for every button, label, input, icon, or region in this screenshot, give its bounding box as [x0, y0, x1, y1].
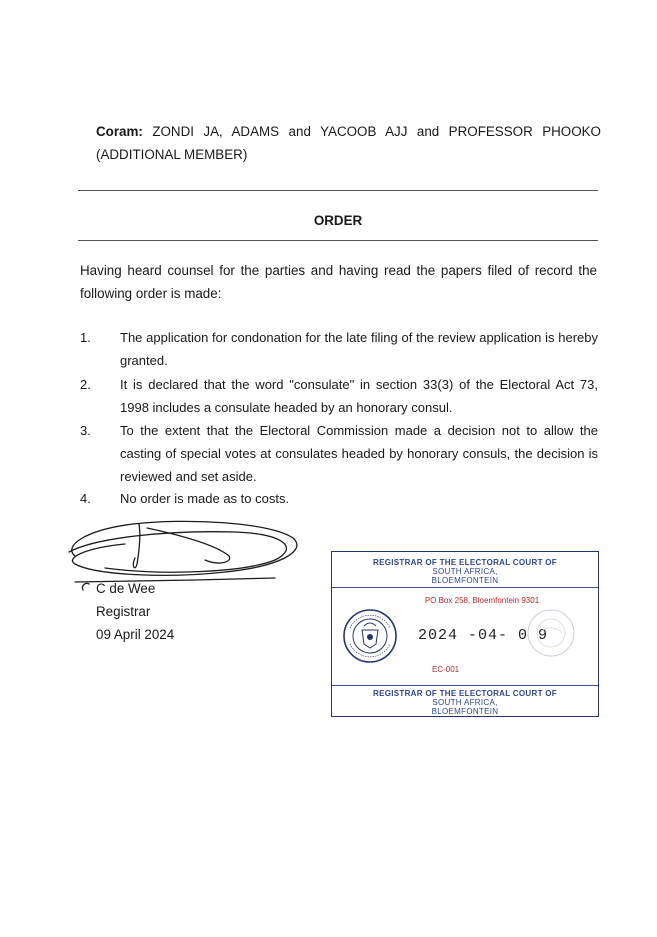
order-item — [80, 419, 598, 488]
stamp-header-line-3: BLOEMFONTEIN — [431, 576, 499, 585]
stamp-date: 2024 -04- 0 9 — [418, 627, 549, 644]
coat-of-arms-seal-icon — [342, 608, 398, 664]
stamp-divider-bottom — [332, 685, 598, 686]
order-item — [80, 487, 598, 510]
order-item — [80, 326, 598, 372]
stamp-footer-line-2: SOUTH AFRICA, — [432, 698, 498, 707]
stamp-divider-top — [332, 587, 598, 588]
order-item-text: No order is made as to costs. — [120, 491, 290, 506]
order-title: ORDER — [313, 213, 363, 228]
order-item-text: It is declared that the word "consulate" in section 33(3) of the Electoral Act 73, 1998 includes a consulate headed by an honorary consul. — [120, 377, 598, 415]
signature-block — [96, 577, 174, 646]
order-item — [80, 373, 598, 419]
embossed-seal-icon — [526, 608, 576, 658]
order-item-number: 2. — [80, 377, 91, 392]
stamp-header-line-1: REGISTRAR OF THE ELECTORAL COURT OF — [373, 558, 557, 567]
order-item-number: 4. — [80, 491, 91, 506]
order-item-text: To the extent that the Electoral Commission made a decision not to allow the casting of special votes at consulates headed by honorary consuls, the decision is reviewed and set aside. — [120, 423, 598, 484]
order-item-text: The application for condonation for the late filing of the review application is hereby granted. — [120, 330, 598, 368]
registrar-stamp — [331, 551, 599, 717]
stamp-footer-line-1: REGISTRAR OF THE ELECTORAL COURT OF — [373, 689, 557, 698]
order-item-number: 1. — [80, 330, 91, 345]
coram-text: ZONDI JA, ADAMS and YACOOB AJJ and PROFESSOR PHOOKO (ADDITIONAL MEMBER) — [96, 124, 601, 162]
signature-date: 09 April 2024 — [96, 627, 175, 642]
coram-label: Coram: — [96, 124, 143, 139]
stamp-header-line-2: SOUTH AFRICA, — [432, 567, 498, 576]
handwritten-signature — [55, 508, 305, 598]
divider-bottom — [78, 240, 598, 241]
intro-paragraph: Having heard counsel for the parties and having read the papers filed of record the following order is made: — [80, 263, 597, 301]
stamp-code: EC-001 — [432, 665, 460, 674]
signatory-name: C de Wee — [96, 581, 156, 596]
signatory-title: Registrar — [96, 604, 151, 619]
divider-top — [78, 190, 598, 191]
stamp-po-box: PO Box 258, Bloemfontein 9301 — [424, 596, 540, 605]
stamp-footer-line-3: BLOEMFONTEIN — [431, 707, 499, 716]
coram-paragraph — [96, 120, 601, 166]
order-item-number: 3. — [80, 423, 91, 438]
